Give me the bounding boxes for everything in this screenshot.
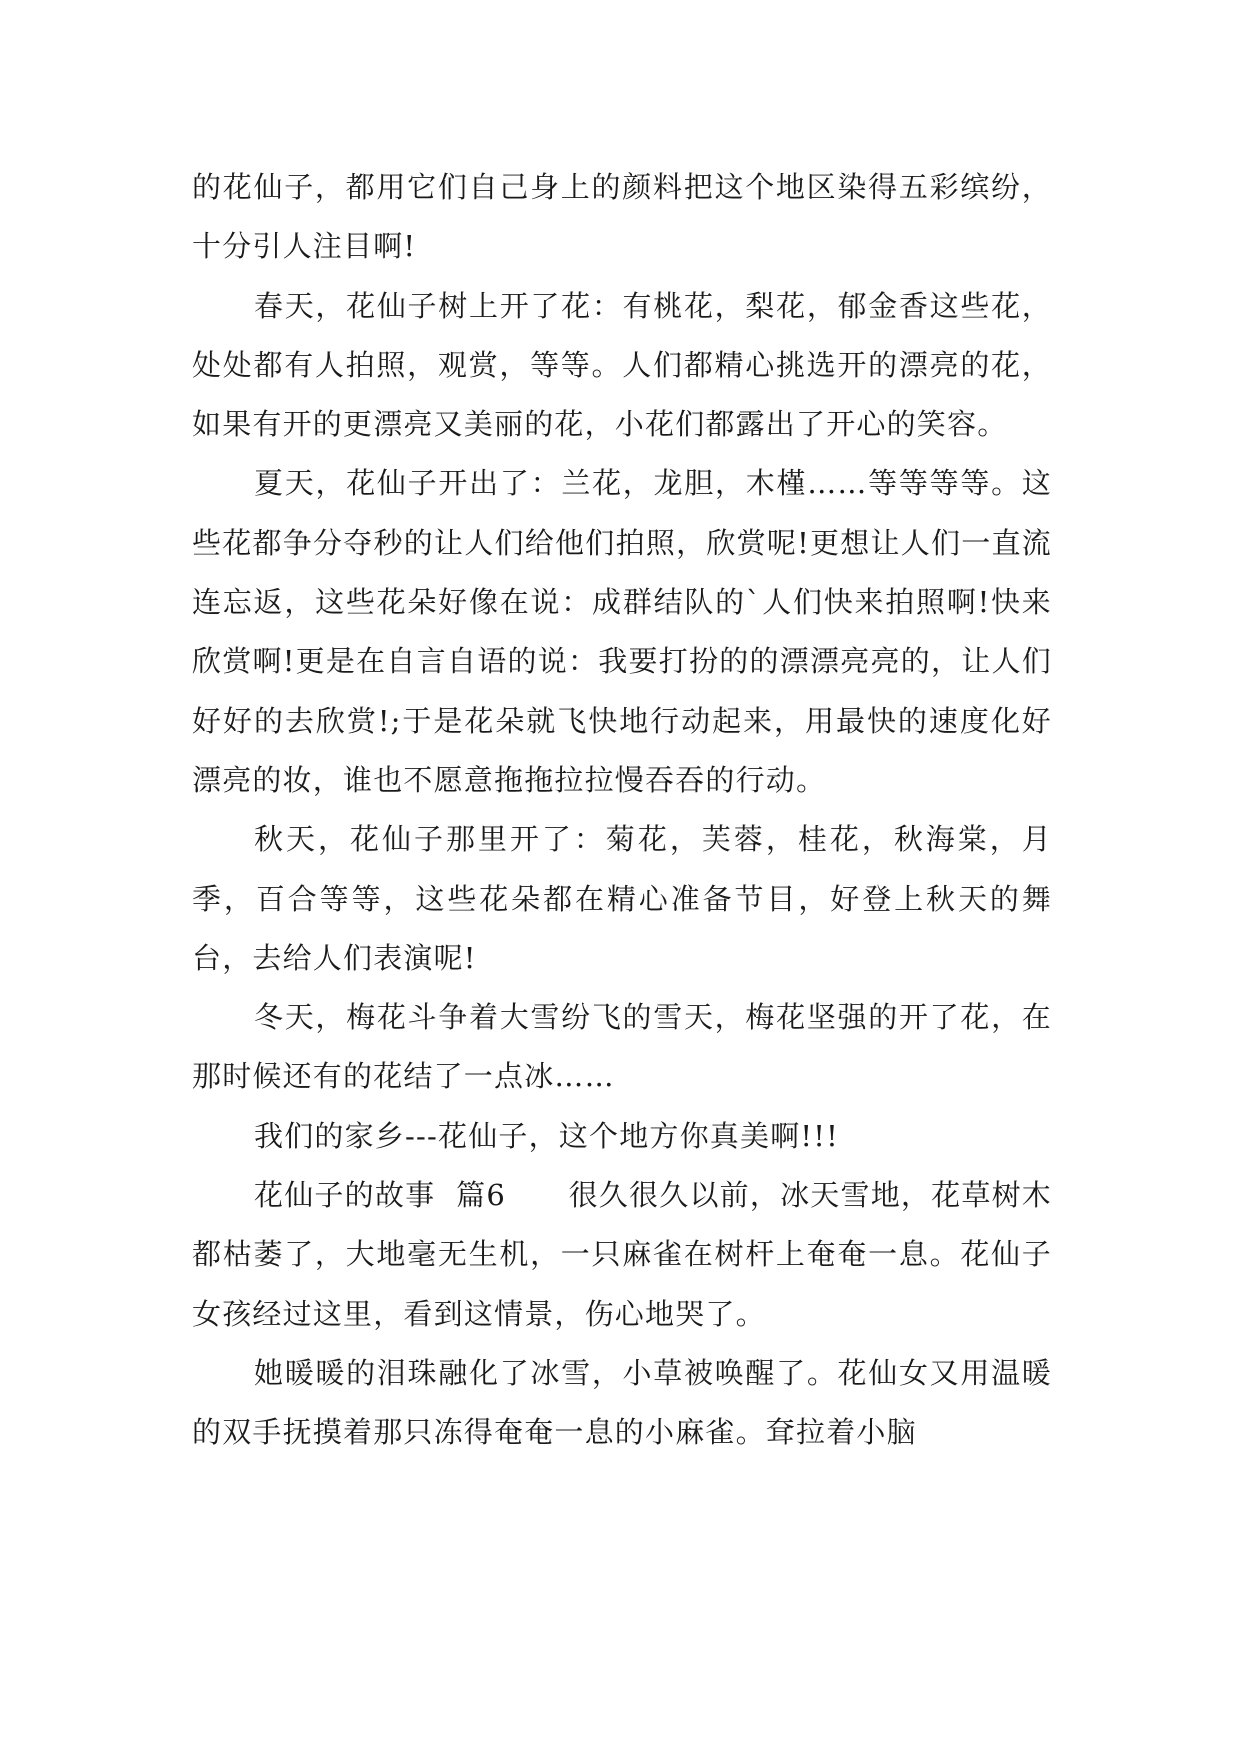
paragraph-1: 的花仙子，都用它们自己身上的颜料把这个地区染得五彩缤纷，十分引人注目啊! [192,170,1052,264]
paragraph-7: 花仙子的故事 篇6 很久很久以前，冰天雪地，花草树木都枯萎了，大地毫无生机，一只麻雀在树杆上奄奄一息。花仙子女孩经过这里，看到这情景，伤心地哭了。 [192,1178,1052,1331]
paragraph-2: 春天，花仙子树上开了花：有桃花，梨花，郁金香这些花，处处都有人拍照，观赏，等等。人们都精心挑选开的漂亮的花，如果有开的更漂亮又美丽的花，小花们都露出了开心的笑容。 [192,288,1052,442]
body-text [192,158,1052,1463]
paragraph-6: 我们的家乡---花仙子，这个地方你真美啊!!! [254,1118,839,1153]
paragraph-5: 冬天，梅花斗争着大雪纷飞的雪天，梅花坚强的开了花，在那时候还有的花结了一点冰…… [192,1000,1052,1094]
paragraph-8: 她暖暖的泪珠融化了冰雪，小草被唤醒了。花仙女又用温暖的双手抚摸着那只冻得奄奄一息的小麻雀。耷拉着小脑 [192,1355,1052,1450]
paragraph-4: 秋天，花仙子那里开了：菊花，芙蓉，桂花，秋海棠，月季，百合等等，这些花朵都在精心准备节目，好登上秋天的舞台，去给人们表演呢! [192,822,1052,975]
paragraph-3: 夏天，花仙子开出了：兰花，龙胆，木槿……等等等等。这些花都争分夺秒的让人们给他们拍照，欣赏呢!更想让人们一直流连忘返，这些花朵好像在说：成群结队的`人们快来拍照啊!快来欣赏啊!更是在自言自语的说：我要打扮的的漂漂亮亮的，让人们好好的去欣赏!;于是花朵就飞快地行动起来，用最快的速度化好漂亮的妆，谁也不愿意拖拖拉拉慢吞吞的行动。 [192,466,1052,797]
